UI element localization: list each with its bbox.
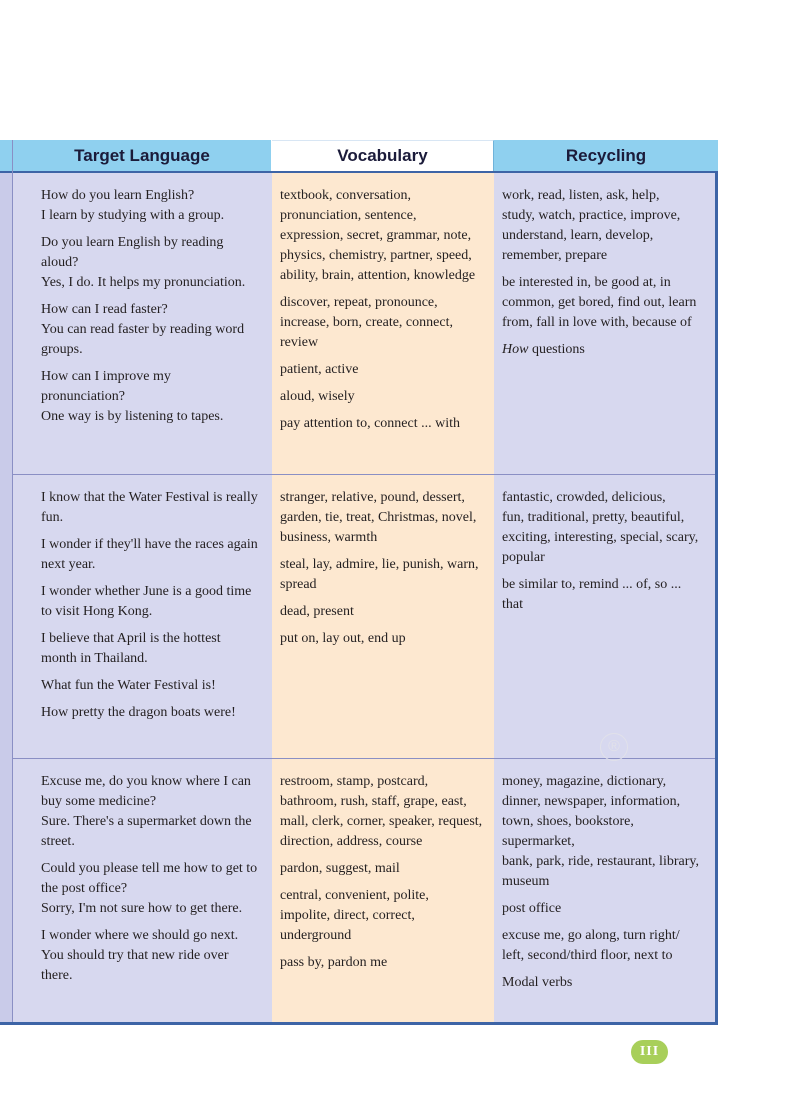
text-line: I wonder if they'll have the races again (41, 537, 258, 552)
text-line: work, read, listen, ask, help, (502, 188, 660, 203)
text-line: remember, prepare (502, 248, 608, 263)
text-line: One way is by listening to tapes. (41, 409, 224, 424)
text-block (280, 772, 484, 852)
vocabulary-cell (272, 475, 494, 758)
text-line: Could you please tell me how to get to (41, 861, 258, 876)
text-line: be interested in, be good at, in (502, 275, 671, 290)
text-line: understand, learn, develop, (502, 228, 654, 243)
text-line: impolite, direct, correct, (280, 908, 415, 923)
text-block (280, 602, 484, 622)
text-line: stranger, relative, pound, dessert, (280, 490, 465, 505)
text-line: Sorry, I'm not sure how to get there. (41, 901, 243, 916)
text-line: groups. (41, 342, 83, 357)
text-line: Do you learn English by reading (41, 235, 224, 250)
text-line: increase, born, create, connect, (280, 315, 453, 330)
text-block (41, 926, 262, 986)
text-line: review (280, 335, 319, 350)
text-line: aloud, wisely (280, 389, 355, 404)
text-line: common, get bored, find out, learn (502, 295, 697, 310)
text-block (502, 899, 705, 919)
text-line: spread (280, 577, 317, 592)
text-line: I learn by studying with a group. (41, 208, 225, 223)
text-line: mall, clerk, corner, speaker, request, (280, 814, 483, 829)
text-line: I know that the Water Festival is really (41, 490, 258, 505)
page-number-badge: III (631, 1040, 668, 1064)
text-block (41, 367, 262, 427)
text-block (41, 300, 262, 360)
text-line: left, second/third floor, next to (502, 948, 673, 963)
text-line: business, warmth (280, 530, 378, 545)
text-block (280, 414, 484, 434)
text-block (280, 886, 484, 946)
text-line: dead, present (280, 604, 354, 619)
text-block (502, 926, 705, 966)
text-line: aloud? (41, 255, 79, 270)
text-line: to visit Hong Kong. (41, 604, 153, 619)
text-line: restroom, stamp, postcard, (280, 774, 429, 789)
text-block (502, 340, 705, 360)
text-line: fun. (41, 510, 64, 525)
text-line: study, watch, practice, improve, (502, 208, 681, 223)
text-line: street. (41, 834, 75, 849)
text-line: exciting, interesting, special, scary, (502, 530, 699, 545)
text-line: patient, active (280, 362, 359, 377)
text-line: expression, secret, grammar, note, (280, 228, 472, 243)
text-block (280, 629, 484, 649)
italic-word: How (502, 342, 529, 357)
text-block (41, 629, 262, 669)
text-line: textbook, conversation, (280, 188, 412, 203)
recycling-cell (494, 759, 715, 1022)
text-line: post office (502, 901, 562, 916)
text-line: from, fall in love with, because of (502, 315, 692, 330)
table-row (13, 759, 715, 1022)
text-line: next year. (41, 557, 96, 572)
text-line: put on, lay out, end up (280, 631, 406, 646)
text-block (280, 360, 484, 380)
text-line: bathroom, rush, staff, grape, east, (280, 794, 467, 809)
text-block (280, 953, 484, 973)
text-line: direction, address, course (280, 834, 423, 849)
vocabulary-cell (272, 759, 494, 1022)
text-line: fantastic, crowded, delicious, (502, 490, 666, 505)
syllabus-table (0, 140, 718, 1025)
text-line: garden, tie, treat, Christmas, novel, (280, 510, 477, 525)
text-line: Yes, I do. It helps my pronunciation. (41, 275, 246, 290)
text-block (41, 488, 262, 528)
text-line: Sure. There's a supermarket down the (41, 814, 252, 829)
text-line: Excuse me, do you know where I can (41, 774, 251, 789)
text-block (280, 488, 484, 548)
table-row (13, 173, 715, 475)
text-line: town, shoes, bookstore, supermarket, (502, 814, 634, 849)
left-margin-strip (0, 140, 13, 1022)
text-line: popular (502, 550, 545, 565)
text-block (41, 233, 262, 293)
text-block (502, 973, 705, 993)
text-line: pronunciation, sentence, (280, 208, 417, 223)
text-block (280, 387, 484, 407)
text-line: central, convenient, polite, (280, 888, 429, 903)
target-language-cell (13, 759, 272, 1022)
text-block (41, 703, 262, 723)
header-recycling: Recycling (494, 140, 718, 171)
text-block (41, 859, 262, 919)
text-line: pay attention to, connect ... with (280, 416, 461, 431)
text-line: You can read faster by reading word (41, 322, 245, 337)
text-line: I wonder where we should go next. (41, 928, 239, 943)
text-line: pass by, pardon me (280, 955, 388, 970)
text-line: fun, traditional, pretty, beautiful, (502, 510, 685, 525)
text-line: physics, chemistry, partner, speed, (280, 248, 472, 263)
text-line: How pretty the dragon boats were! (41, 705, 236, 720)
text-block (41, 582, 262, 622)
recycling-cell (494, 475, 715, 758)
text-line: discover, repeat, pronounce, (280, 295, 438, 310)
text-line: buy some medicine? (41, 794, 157, 809)
text-block (502, 488, 705, 568)
recycling-cell (494, 173, 715, 474)
text-line: I believe that April is the hottest (41, 631, 221, 646)
text-line: month in Thailand. (41, 651, 148, 666)
text-line: be similar to, remind ... of, so ... that (502, 577, 682, 612)
text-line: dinner, newspaper, information, (502, 794, 681, 809)
text-line: I wonder whether June is a good time (41, 584, 252, 599)
target-language-cell (13, 173, 272, 474)
text-block (41, 535, 262, 575)
text-line: questions (528, 342, 585, 357)
text-line: You should try that new ride over (41, 948, 229, 963)
target-language-cell (13, 475, 272, 758)
text-line: How do you learn English? (41, 188, 195, 203)
text-line: underground (280, 928, 352, 943)
text-line: money, magazine, dictionary, (502, 774, 667, 789)
text-block (502, 575, 705, 615)
vocabulary-cell (272, 173, 494, 474)
text-line: there. (41, 968, 73, 983)
text-block (41, 772, 262, 852)
text-line: steal, lay, admire, lie, punish, warn, (280, 557, 479, 572)
text-line: the post office? (41, 881, 128, 896)
text-line: Modal verbs (502, 975, 573, 990)
text-block (502, 772, 705, 892)
text-block (41, 186, 262, 226)
text-line: What fun the Water Festival is! (41, 678, 216, 693)
text-line: How can I improve my (41, 369, 171, 384)
text-line: How can I read faster? (41, 302, 168, 317)
table-header (13, 140, 718, 173)
text-line: pronunciation? (41, 389, 125, 404)
text-block (280, 555, 484, 595)
text-block (41, 676, 262, 696)
registered-watermark: ® (600, 733, 628, 761)
text-block (502, 186, 705, 266)
text-block (280, 293, 484, 353)
header-target-language: Target Language (13, 140, 272, 171)
text-line: bank, park, ride, restaurant, library, (502, 854, 699, 869)
text-line: ability, brain, attention, knowledge (280, 268, 476, 283)
header-vocabulary: Vocabulary (272, 140, 494, 171)
text-block (280, 859, 484, 879)
text-line: pardon, suggest, mail (280, 861, 400, 876)
text-line: museum (502, 874, 550, 889)
text-line: excuse me, go along, turn right/ (502, 928, 680, 943)
text-block (280, 186, 484, 286)
text-block (502, 273, 705, 333)
table-row (13, 475, 715, 759)
